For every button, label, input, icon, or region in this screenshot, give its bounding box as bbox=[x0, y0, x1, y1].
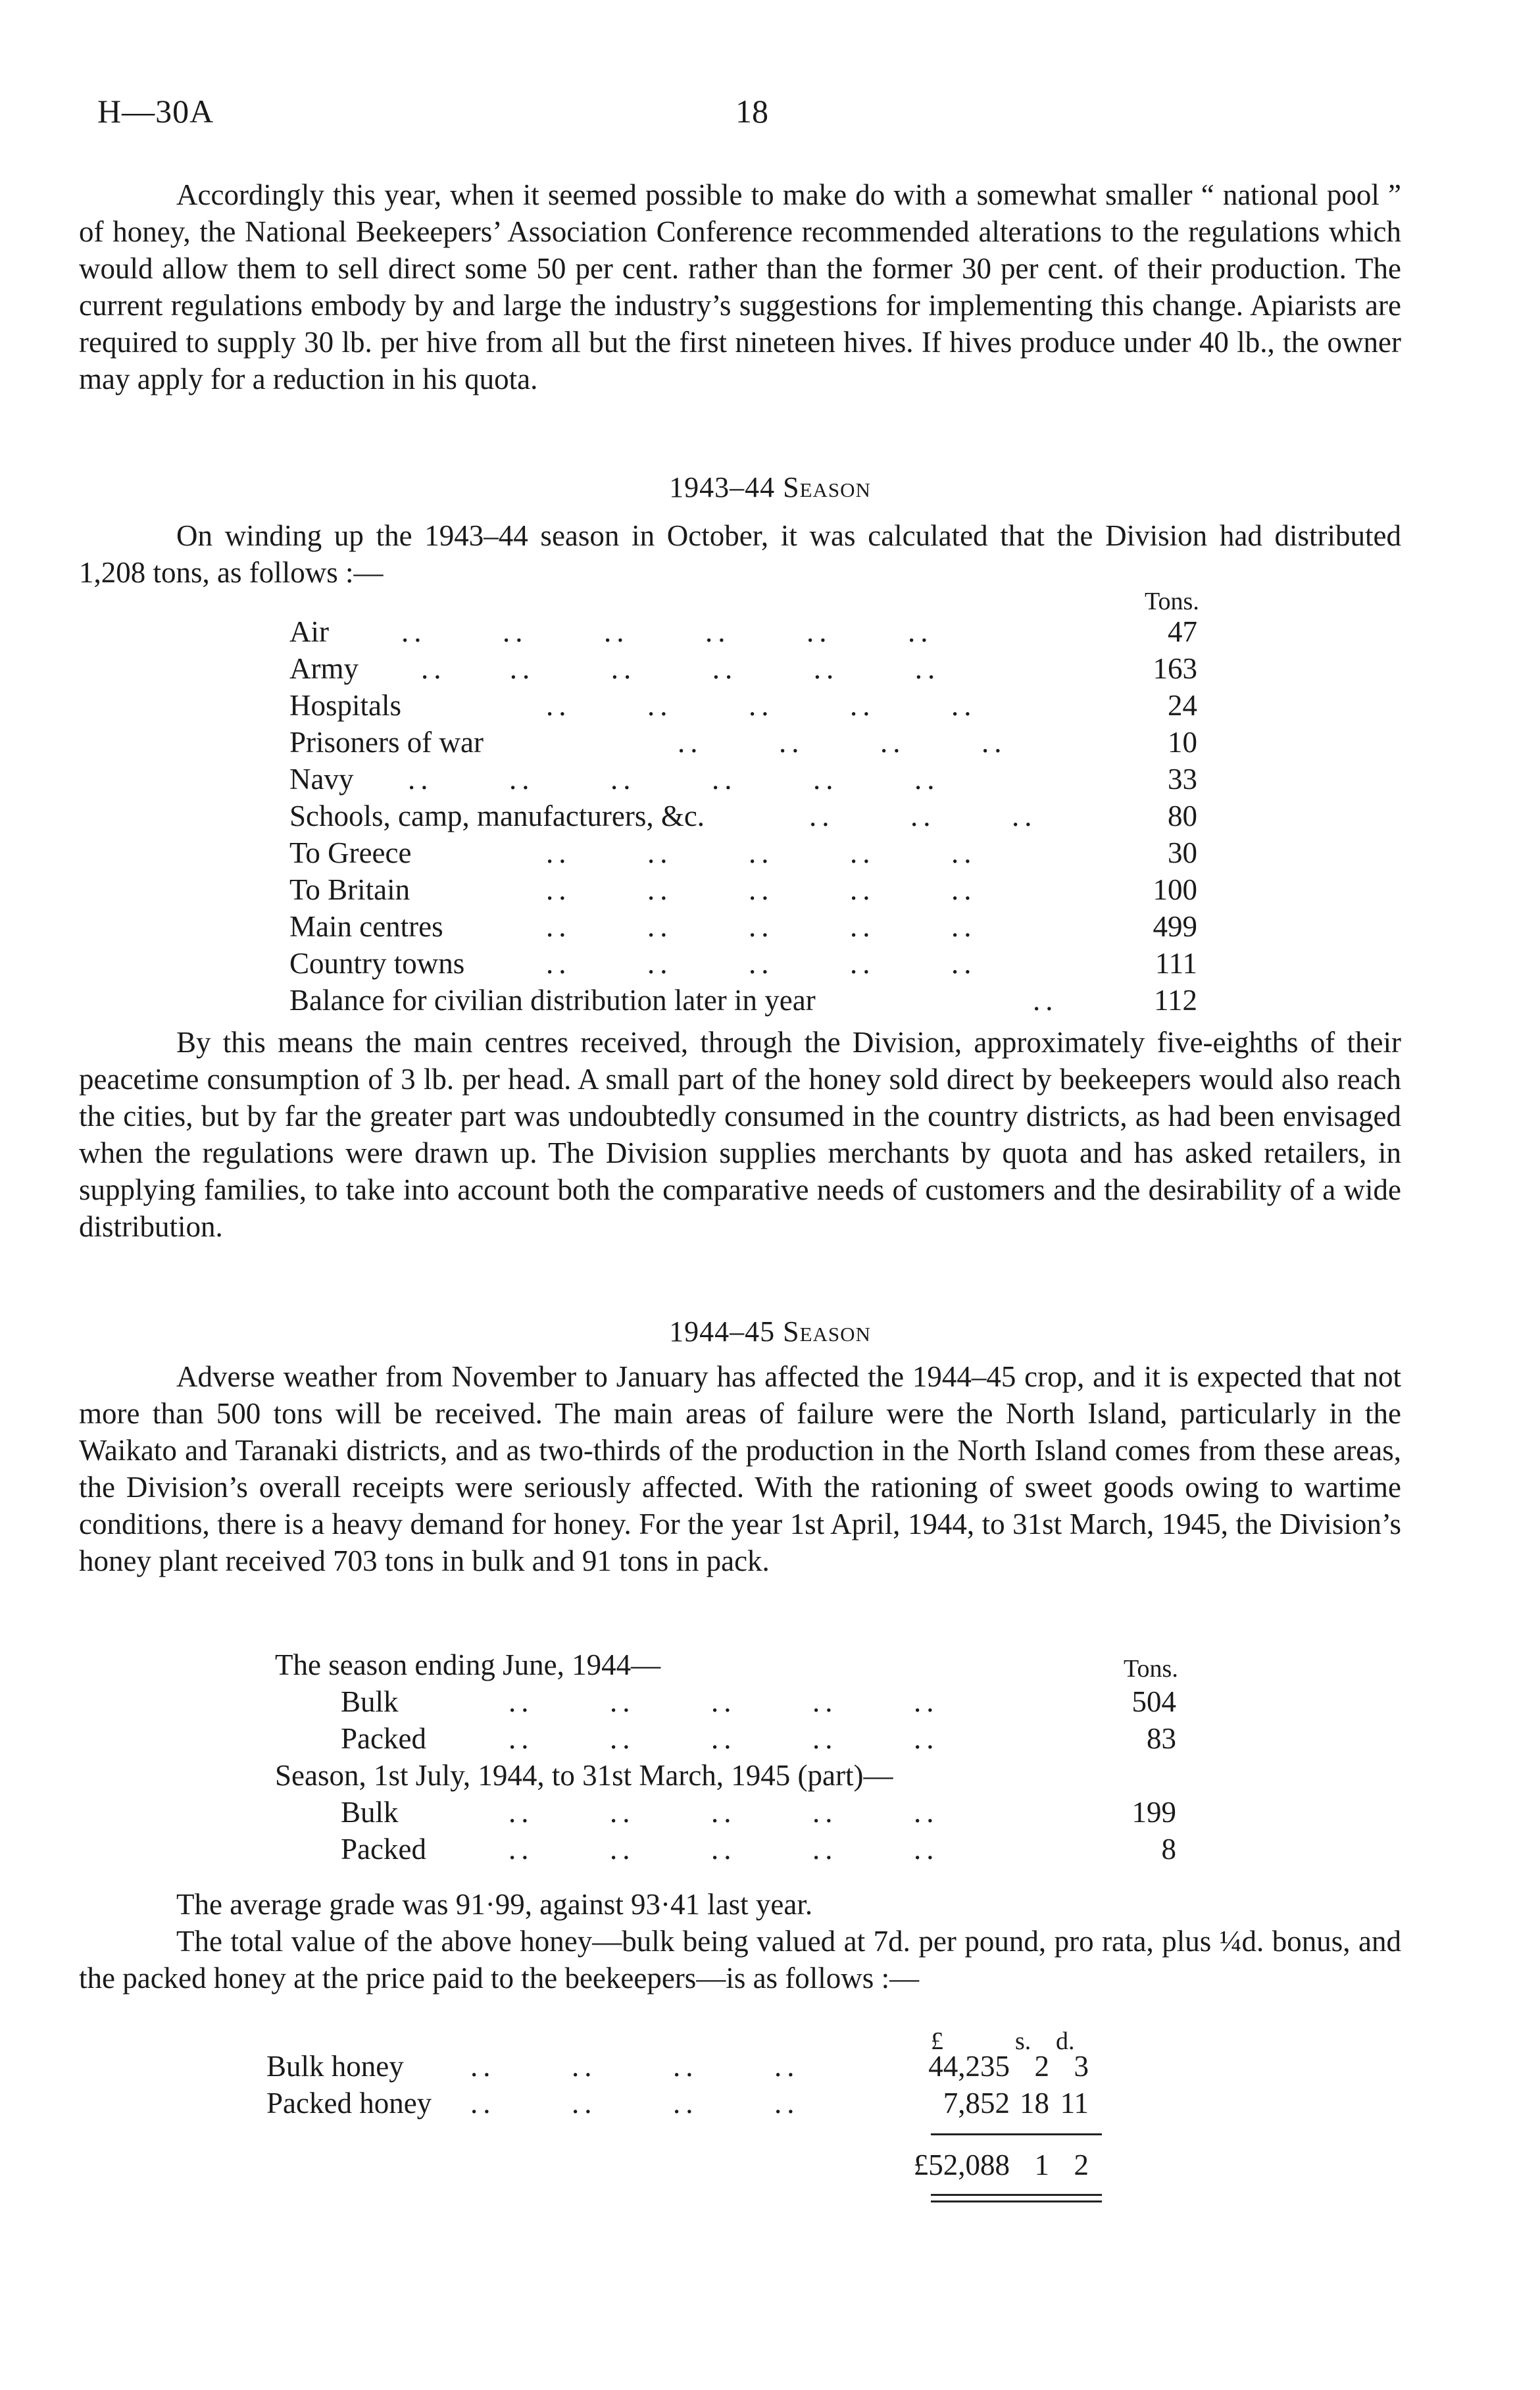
table-row: Bulk .. .. .. .. .. 199 bbox=[341, 1796, 1176, 1829]
table-row: Prisoners of war .. .. .. .. 10 bbox=[289, 726, 1197, 759]
table-row: Bulk honey .. .. .. .. 44,235 2 3 bbox=[266, 2050, 1089, 2083]
page-number: 18 bbox=[735, 93, 768, 130]
receipts-group-heading: Season, 1st July, 1944, to 31st March, 1945 (part)— bbox=[275, 1759, 893, 1792]
pounds-column-header: £ bbox=[931, 2027, 943, 2055]
report-code: H—30A bbox=[97, 93, 214, 130]
table-row: Packed honey .. .. .. .. 7,852 18 11 bbox=[266, 2087, 1089, 2120]
tons-column-header: Tons. bbox=[1145, 588, 1199, 615]
sum-rule bbox=[931, 2133, 1102, 2135]
paragraph-main-centres: By this means the main centres received, through the Division, approximately five-eighths of their peacetime consumption of 3 lb. per head. A small part of the honey sold direct by beekeepers would also reach the cities, but by far the greater part was undoubtedly consumed in the country districts, as had been envisaged when the regulations were drawn up. The Division supplies merchants by quota and has asked retailers, in supplying families, to take into account both the comparative needs of customers and the desirability of a wide distribution. bbox=[79, 1026, 1401, 1243]
pence-column-header: d. bbox=[1056, 2027, 1075, 2055]
heading-1943-44-season: 1943–44 Season bbox=[669, 471, 871, 503]
table-row: Balance for civilian distribution later in year .. 112 bbox=[289, 984, 1197, 1017]
paragraph-national-pool: Accordingly this year, when it seemed possible to make do with a somewhat smaller “ national pool ” of honey, the National Beekeepers’ Association Conference recommended alterations to the regulations which would allow them to sell direct some 50 per cent. rather than the former 30 per cent. of their production. The current regulations embody by and large the industry’s suggestions for implementing this change. Apiarists are required to supply 30 lb. per hive from all but the first nineteen hives. If hives produce under 40 lb., the owner may apply for a reduction in his quota. bbox=[79, 178, 1401, 395]
table-row: Hospitals .. .. .. .. .. 24 bbox=[289, 689, 1197, 722]
distribution-table bbox=[289, 587, 1224, 1021]
table-row: To Greece .. .. .. .. .. 30 bbox=[289, 836, 1197, 869]
table-row: Schools, camp, manufacturers, &c. .. .. .. 80 bbox=[289, 800, 1197, 832]
table-row: Bulk .. .. .. .. .. 504 bbox=[341, 1685, 1176, 1718]
table-row: Air .. .. .. .. .. .. 47 bbox=[289, 615, 1197, 648]
shillings-column-header: s. bbox=[1015, 2027, 1031, 2055]
receipts-group-heading: The season ending June, 1944— Tons. bbox=[275, 1646, 1209, 1683]
total-row: £52,088 1 2 bbox=[913, 2148, 1089, 2181]
total-double-rule-bottom bbox=[931, 2200, 1102, 2202]
heading-1944-45-season: 1944–45 Season bbox=[669, 1315, 871, 1348]
honey-value-table bbox=[266, 2019, 1201, 2216]
receipts-table bbox=[275, 1646, 1209, 1883]
table-row: Country towns .. .. .. .. .. 111 bbox=[289, 947, 1197, 980]
total-double-rule-top bbox=[931, 2194, 1102, 2196]
table-row: Navy .. .. .. .. .. .. 33 bbox=[289, 763, 1197, 796]
table-row: Army .. .. .. .. .. .. 163 bbox=[289, 652, 1197, 685]
table-row: To Britain .. .. .. .. .. 100 bbox=[289, 873, 1197, 906]
table-row: Main centres .. .. .. .. .. 499 bbox=[289, 910, 1197, 943]
paragraph-adverse-weather: Adverse weather from November to January has affected the 1944–45 crop, and it is expected that not more than 500 tons will be received. The main areas of failure were the North Island, particularly in the Waikato and Taranaki districts, and as two-thirds of the production in the North Island comes from these areas, the Division’s overall receipts were seriously affected. With the rationing of sweet goods owing to wartime conditions, there is a heavy demand for honey. For the year 1st April, 1944, to 31st March, 1945, the Division’s honey plant received 703 tons in bulk and 91 tons in pack. bbox=[79, 1360, 1401, 1577]
paragraph-total-value: The total value of the above honey—bulk being valued at 7d. per pound, pro rata, plus ¼d. bonus, and the packed honey at the price paid to the beekeepers—is as follows :— bbox=[79, 1925, 1401, 1995]
paragraph-1943-44-distribution: On winding up the 1943–44 season in October, it was calculated that the Division had distributed 1,208 tons, as follows :— bbox=[79, 519, 1401, 589]
table-row: Packed .. .. .. .. .. 8 bbox=[341, 1833, 1176, 1866]
paragraph-average-grade: The average grade was 91·99, against 93·41 last year. bbox=[176, 1888, 813, 1921]
table-row: Packed .. .. .. .. .. 83 bbox=[341, 1722, 1176, 1755]
tons-column-header: Tons. bbox=[1124, 1655, 1178, 1683]
